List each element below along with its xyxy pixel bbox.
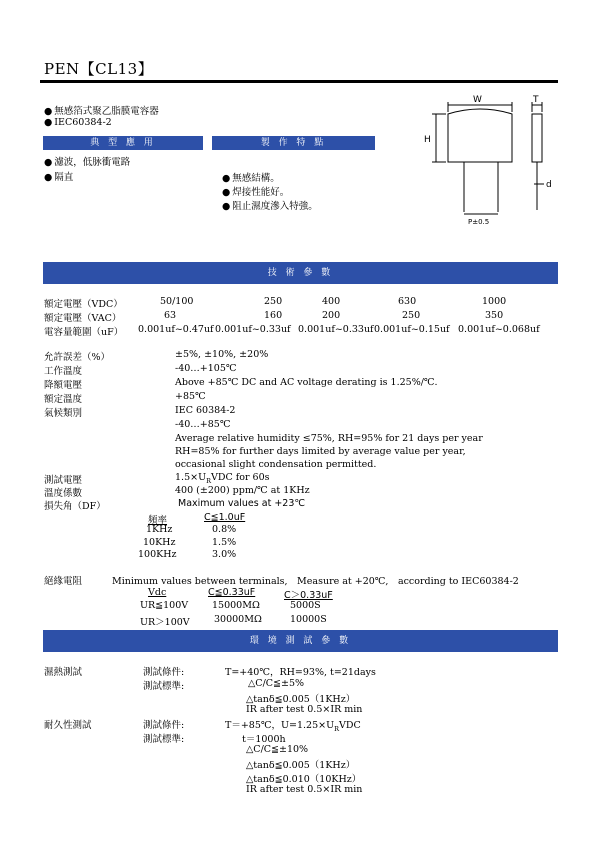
df-header-freq: 頻率	[148, 515, 168, 526]
tolerance-value: ±5%, ±10%, ±20%	[175, 349, 269, 360]
vac-value: 350	[485, 310, 504, 321]
features-bar: 製 作 特 點	[212, 136, 375, 150]
climate-label: 氣候類別	[44, 408, 83, 419]
climate-value: IEC 60384-2	[175, 405, 236, 416]
temp-label: 工作溫度	[44, 366, 83, 377]
cap-label: 電容量範圍（uF）	[44, 327, 124, 338]
cap-value: 0.001uf~0.068uf	[458, 324, 540, 335]
technical-bar: 技 術 參 數	[43, 262, 558, 284]
damp-std-item: △tanδ≦0.005（1KHz）	[246, 694, 356, 705]
derate-value: Above +85℃ DC and AC voltage derating is 1.25%/℃.	[175, 377, 438, 388]
diagram-h-label: H	[424, 135, 431, 145]
insulation-voltage: UR＞100V	[140, 617, 190, 628]
feature-item: ● 無感結構。	[222, 170, 280, 184]
page-title: PEN【CL13】	[44, 60, 154, 78]
endurance-cond-value: T＝+85℃，$U=1.25\times U_RVDC$	[225, 720, 361, 733]
insulation-note: Minimum values between terminals, Measure at +20℃, according to IEC60384-2	[112, 576, 519, 587]
endurance-std-label: 測試標準:	[143, 734, 185, 745]
insulation-value: 10000S	[290, 614, 327, 625]
vac-value: 250	[402, 310, 421, 321]
capacitor-dimension-diagram	[418, 92, 558, 232]
climate-note: RH=85% for further days limited by average value per year,	[175, 446, 466, 457]
insulation-voltage: UR≦100V	[140, 600, 189, 611]
application-bar: 典 型 應 用	[43, 136, 203, 150]
endurance-std-item: IR after test 0.5×IR min	[246, 784, 363, 795]
df-value: 0.8%	[212, 524, 237, 535]
vac-value: 63	[164, 310, 177, 321]
df-label: 損失角（DF）	[44, 501, 106, 512]
insulation-header-large: C＞0.33uF	[284, 590, 333, 601]
tolerance-label: 允許誤差（%）	[44, 352, 111, 363]
climate-note: occasional slight condensation permitted.	[175, 459, 377, 470]
environment-bar: 環 境 測 試 參 數	[43, 630, 558, 652]
df-note: Maximum values at +23℃	[178, 498, 306, 509]
title-rule	[40, 80, 558, 83]
temp-coef-value: 400 (±200) ppm/℃ at 1KHz	[175, 485, 310, 496]
cap-value: 0.001uf~0.15uf	[374, 324, 450, 335]
insulation-label: 絕緣電阻	[44, 576, 83, 587]
endurance-std-item: △tanδ≦0.005（1KHz）	[246, 760, 356, 771]
df-header-cap: C≦1.0uF	[204, 512, 246, 523]
derate-label: 降額電壓	[44, 380, 83, 391]
endurance-std-item: △tanδ≦0.010（10KHz）	[246, 774, 362, 785]
df-freq: 100KHz	[138, 549, 177, 560]
vdc-value: 630	[398, 296, 417, 307]
temp-value: -40…+105℃	[175, 363, 237, 374]
diagram-t-label: T	[533, 95, 539, 105]
df-freq: 10KHz	[143, 537, 176, 548]
application-item: ● 濾波，低脉衝電路	[44, 154, 130, 168]
insulation-value: 30000MΩ	[214, 614, 262, 625]
damp-cond-label: 測試條件:	[143, 667, 185, 678]
df-value: 3.0%	[212, 549, 237, 560]
cap-value: 0.001uf~0.33uf	[298, 324, 374, 335]
df-freq: 1KHz	[146, 524, 173, 535]
endurance-std-item: △C/C≦±10%	[246, 744, 309, 755]
vac-value: 200	[322, 310, 341, 321]
vdc-value: 50/100	[160, 296, 194, 307]
feature-item: ● 阻止濕度滲入特強。	[222, 198, 318, 212]
intro-description: ● 無感箔式聚乙脂膜電容器	[44, 103, 159, 117]
damp-std-item: IR after test 0.5×IR min	[246, 704, 363, 715]
vac-value: 160	[264, 310, 283, 321]
vac-label: 額定電壓（VAC）	[44, 313, 122, 324]
rated-temp-value: +85℃	[175, 391, 206, 402]
cap-value: 0.001uf~0.47uf	[138, 324, 214, 335]
endurance-cond-label: 測試條件:	[143, 720, 185, 731]
intro-standard: ● IEC60384-2	[44, 117, 112, 128]
insulation-value: 5000S	[290, 600, 321, 611]
vdc-value: 400	[322, 296, 341, 307]
vdc-value: 250	[264, 296, 283, 307]
diagram-p-label: P±0.5	[468, 218, 490, 226]
feature-item: ● 焊接性能好。	[222, 184, 289, 198]
endurance-std-item: t＝1000h	[242, 734, 286, 745]
temp-coef-label: 溫度係數	[44, 488, 83, 499]
rated-temp-label: 額定溫度	[44, 394, 83, 405]
df-value: 1.5%	[212, 537, 237, 548]
diagram-w-label: W	[473, 95, 482, 105]
endurance-test-label: 耐久性測試	[44, 720, 92, 731]
cap-value: 0.001uf~0.33uf	[215, 324, 291, 335]
climate-note: Average relative humidity ≤75%, RH=95% for 21 days per year	[175, 433, 483, 444]
damp-test-label: 濕熱測試	[44, 667, 83, 678]
damp-std-label: 測試標準:	[143, 681, 185, 692]
insulation-header-small: C≦0.33uF	[208, 587, 256, 598]
test-voltage-value: $1.5\times U_RVDC$ for 60s	[175, 472, 270, 485]
insulation-value: 15000MΩ	[212, 600, 260, 611]
climate-range: -40…+85℃	[175, 419, 231, 430]
insulation-header-vdc: Vdc	[148, 587, 167, 598]
damp-cond-value: T=+40℃，RH=93%, t=21days	[225, 667, 376, 678]
vdc-label: 額定電壓（VDC）	[44, 299, 123, 310]
diagram-d-label: d	[546, 180, 552, 190]
vdc-value: 1000	[482, 296, 507, 307]
damp-std-item: △C/C≦±5%	[248, 678, 305, 689]
application-item: ● 隔直	[44, 169, 73, 183]
test-voltage-label: 測試電壓	[44, 475, 83, 486]
